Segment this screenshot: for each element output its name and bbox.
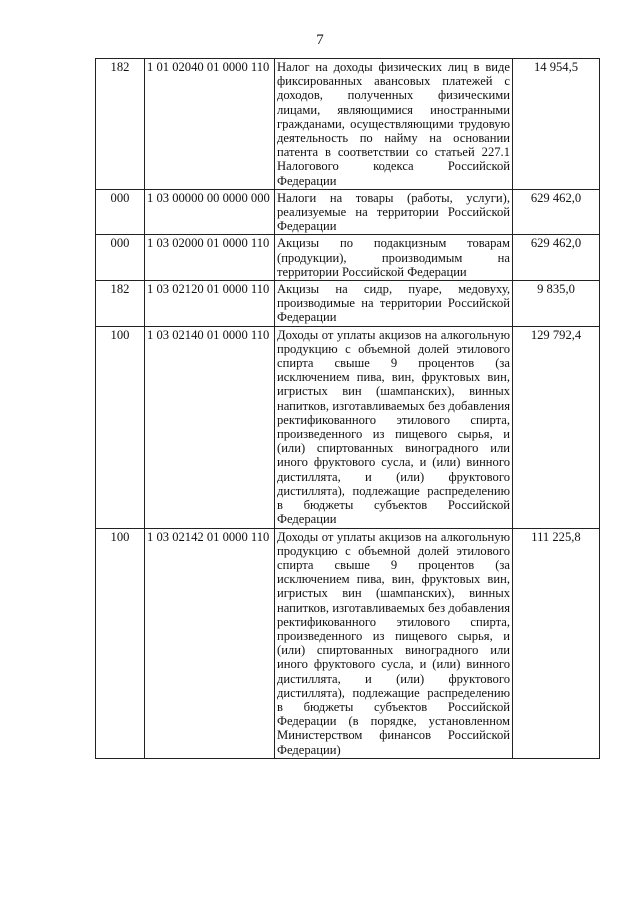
admin-code-cell: 182 — [96, 281, 145, 327]
table-row — [96, 59, 600, 190]
budget-code-cell: 1 03 02000 01 0000 110 — [145, 235, 275, 281]
budget-code-cell: 1 03 02120 01 0000 110 — [145, 281, 275, 327]
admin-code-cell: 100 — [96, 326, 145, 528]
budget-code-cell: 1 03 02140 01 0000 110 — [145, 326, 275, 528]
revenue-name-cell: Доходы от уплаты акцизов на алкогольную продукцию с объемной долей этилового спирта свыше 9 процентов (за исключением пива, вин, фруктовых вин, игристых вин (шампанских), винных напитков, изготавливаемых без добавления ректификованного этилового спирта, произведенного из пищевого сырья, и (или) спиртованных виноградного или иного фруктового сусла, и (или) винного дистиллята, и (или) фруктового дистиллята), подлежащие распределению в бюджеты субъектов Российской Федерации — [275, 326, 513, 528]
revenue-name-cell: Налоги на товары (работы, услуги), реализуемые на территории Российской Федерации — [275, 189, 513, 235]
table-row — [96, 281, 600, 327]
admin-code-cell: 000 — [96, 235, 145, 281]
amount-cell: 9 835,0 — [513, 281, 600, 327]
amount-cell: 14 954,5 — [513, 59, 600, 190]
revenue-name-cell: Акцизы по подакцизным товарам (продукции), производимым на территории Российской Федерации — [275, 235, 513, 281]
page-number: 7 — [316, 32, 324, 48]
revenue-name-cell: Акцизы на сидр, пуаре, медовуху, производимые на территории Российской Федерации — [275, 281, 513, 327]
amount-cell: 629 462,0 — [513, 189, 600, 235]
amount-cell: 629 462,0 — [513, 235, 600, 281]
revenue-name-cell: Налог на доходы физических лиц в виде фиксированных авансовых платежей с доходов, полученных физическими лицами, являющимися иностранными гражданами, осуществляющими трудовую деятельность по найму на основании патента в соответствии со статьей 227.1 Налогового кодекса Российской Федерации — [275, 59, 513, 190]
table-row — [96, 189, 600, 235]
admin-code-cell: 182 — [96, 59, 145, 190]
budget-code-cell: 1 03 02142 01 0000 110 — [145, 528, 275, 758]
revenue-table — [95, 58, 600, 759]
amount-cell: 111 225,8 — [513, 528, 600, 758]
admin-code-cell: 100 — [96, 528, 145, 758]
revenue-table-body — [96, 59, 600, 759]
table-row — [96, 235, 600, 281]
table-row — [96, 528, 600, 758]
amount-cell: 129 792,4 — [513, 326, 600, 528]
admin-code-cell: 000 — [96, 189, 145, 235]
revenue-name-cell: Доходы от уплаты акцизов на алкогольную продукцию с объемной долей этилового спирта свыше 9 процентов (за исключением пива, вин, фруктовых вин, игристых вин (шампанских), винных напитков, изготавливаемых без добавления ректификованного этилового спирта, произведенного из пищевого сырья, и (или) спиртованных виноградного или иного фруктового сусла, и (или) винного дистиллята, и (или) фруктового дистиллята), подлежащие распределению в бюджеты субъектов Российской Федерации (в порядке, установленном Министерством финансов Российской Федерации) — [275, 528, 513, 758]
table-row — [96, 326, 600, 528]
budget-code-cell: 1 01 02040 01 0000 110 — [145, 59, 275, 190]
budget-code-cell: 1 03 00000 00 0000 000 — [145, 189, 275, 235]
